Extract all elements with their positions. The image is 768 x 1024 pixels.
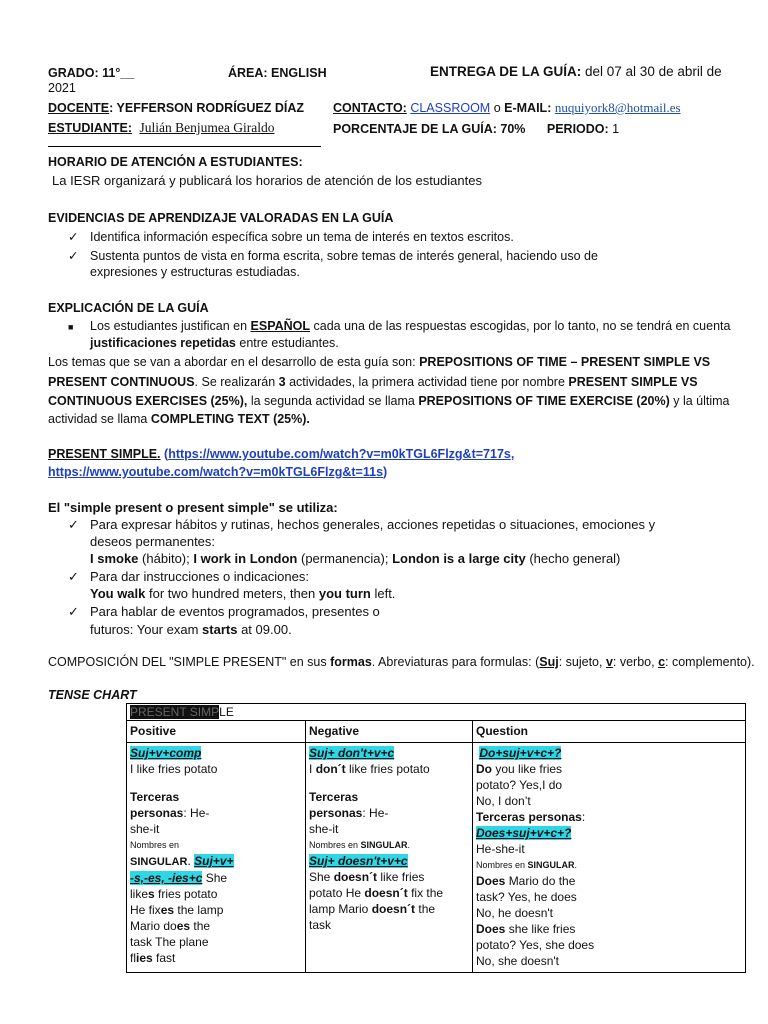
temas-line-4 [48, 412, 310, 426]
use-3-l1: Para hablar de eventos programados, presentes o [90, 604, 380, 619]
pos-mario-b: es [176, 919, 191, 933]
p1-a: Los temas que se van a abordar en el desarrollo de esta guía son: [48, 355, 416, 369]
porcentaje [333, 122, 619, 136]
neg-dot: . [407, 840, 411, 850]
ex2-b: for two hundred meters, then [149, 586, 316, 601]
contacto-o: o [493, 101, 501, 115]
header-divider [48, 146, 321, 147]
neg-l1a: She [309, 870, 331, 884]
q-l6: No, he doesn't [476, 906, 554, 920]
ex2-a: You walk [90, 586, 146, 601]
q-l2: potato? Yes,I do [476, 778, 563, 792]
use-item-3 [68, 604, 380, 620]
neg-l3b: doesn´t [371, 902, 416, 916]
p3-b: la segunda actividad se llama [250, 394, 415, 408]
pos-task: task The plane [130, 935, 209, 949]
composicion [48, 655, 755, 669]
pos-t2: personas [130, 806, 184, 820]
q-formula-1: Do+suj+v+c+? [479, 746, 562, 760]
q-t1: Terceras personas [476, 810, 582, 824]
q-t2: : [581, 810, 586, 824]
caption-rest: LE [219, 705, 234, 719]
porcentaje-label: PORCENTAJE DE LA GUÍA: 70% [333, 122, 526, 136]
estudiante [48, 120, 274, 136]
b1-espanol: ESPAÑOL [250, 319, 311, 333]
evidencia-text-2a: Sustenta puntos de vista en forma escrita, sobre temas de interés general, haciendo uso de [90, 249, 598, 263]
pos-formula-1: Suj+v+comp [130, 746, 202, 760]
pos-formula-2a: Suj+v+ [194, 854, 234, 868]
pos-mario-a: Mario do [130, 919, 177, 933]
comma: , [510, 447, 515, 461]
b2-bold: justificaciones repetidas [90, 336, 236, 350]
u3-a: futuros: Your exam [90, 622, 199, 637]
pos-flies-c: fast [156, 951, 176, 965]
pos-t4: she-it [130, 822, 160, 836]
contacto-label: CONTACTO: [333, 101, 407, 115]
horario-text: La IESR organizará y publicará los horarios de atención de los estudiantes [52, 173, 482, 188]
pos-sing: SINGULAR [130, 856, 188, 868]
evidencia-item-2 [68, 248, 598, 263]
p2-c: 3 [278, 375, 286, 389]
estudiante-label: ESTUDIANTE: [48, 121, 133, 135]
grado: GRADO: 11°__ [48, 66, 135, 80]
neg-t3: : He- [362, 806, 389, 820]
pos-formula-2b: -s,-es, -ies+c [130, 871, 203, 885]
q-sing: SINGULAR [527, 860, 575, 870]
entrega-year: 2021 [48, 81, 76, 95]
q-formula-2: Does+suj+v+c+? [476, 826, 572, 840]
ex2-d: left. [374, 586, 396, 601]
neg-l2b: doesn´t [364, 886, 408, 900]
contacto [333, 100, 681, 116]
p4-a: actividad se llama [48, 412, 148, 426]
pos-fix-c: the lamp [177, 903, 224, 917]
u3-c: at 09.00. [241, 622, 292, 637]
use-1-l2: deseos permanentes: [90, 534, 216, 549]
square-bullet-icon: ■ [68, 322, 74, 332]
p2-b: . Se realizarán [194, 375, 276, 389]
neg-formula-2: Suj+ doesn't+v+c [309, 854, 408, 868]
neg-t1: Terceras [309, 790, 359, 804]
p3-d: y la última [673, 394, 730, 408]
chart-caption [127, 704, 746, 721]
neg-ex-b: don´t [315, 762, 346, 776]
temas-line-1 [48, 355, 710, 369]
q-dot: . [574, 860, 578, 870]
present-simple-links-2 [48, 465, 387, 479]
paren-open: ( [164, 447, 169, 461]
p2-a: PRESENT CONTINUOUS [48, 375, 195, 389]
explicacion-bullet-1 [68, 319, 730, 333]
estudiante-value: Julián Benjumea Giraldo [139, 120, 275, 135]
use-1-example [90, 551, 620, 566]
evidencias-title: EVIDENCIAS DE APRENDIZAJE VALORADAS EN LA GUÍA [48, 211, 394, 225]
docente [48, 101, 304, 115]
use-item-2 [68, 569, 309, 585]
p4-b: COMPLETING TEXT (25%). [150, 412, 310, 426]
youtube-link-1[interactable]: https://www.youtube.com/watch?v=m0kTGL6Flzg&t=717s [168, 447, 511, 461]
header-negative [306, 721, 473, 743]
neg-l3c: the [418, 902, 436, 916]
pos-flies-a: fl [130, 951, 136, 965]
pos-t3: : He- [183, 806, 210, 820]
neg-l4: task [309, 918, 332, 932]
neg-l1b: doesn´t [333, 870, 378, 884]
positive-cell [127, 743, 306, 973]
check-icon: ✓ [68, 230, 79, 244]
q-l1b: you like fries [495, 762, 563, 776]
present-simple-label: PRESENT SIMPLE. [48, 447, 161, 461]
neg-formula-1: Suj+ don't+v+c [309, 746, 395, 760]
neg-nombres: Nombres en [309, 840, 359, 850]
horario-title: HORARIO DE ATENCIÓN A ESTUDIANTES: [48, 155, 303, 169]
check-icon: ✓ [68, 249, 79, 263]
header-question-label: Question [476, 724, 529, 738]
temas-line-2 [48, 375, 698, 389]
header-question [473, 721, 746, 743]
header-positive [127, 721, 306, 743]
q-l9: No, she doesn't [476, 954, 560, 968]
docente-value: : YEFFERSON RODRÍGUEZ DÍAZ [109, 101, 305, 115]
comp-v: v [605, 655, 613, 669]
neg-l1c: like fries [380, 870, 425, 884]
pos-flies-b: ies [136, 951, 153, 965]
q-t3: He-she-it [476, 842, 525, 856]
ex1-d: (permanencia); [301, 551, 389, 566]
pos-likes-b: s [148, 887, 155, 901]
ex1-c: I work in London [193, 551, 298, 566]
docente-label: DOCENTE [48, 101, 110, 115]
q-nombres: Nombres en [476, 860, 526, 870]
comp-c: . Abreviaturas para formulas: ( [371, 655, 540, 669]
evidencia-item-1 [68, 229, 514, 244]
neg-ex-a: I [309, 762, 313, 776]
caption-highlight: PRESENT SIMP [130, 705, 220, 719]
paren-close: ) [383, 465, 388, 479]
neg-l2c: fix the [411, 886, 444, 900]
q-l8: potato? Yes, she does [476, 938, 595, 952]
question-cell [473, 743, 746, 973]
q-l1a: Do [476, 762, 492, 776]
entrega-label: ENTREGA DE LA GUÍA: [430, 64, 582, 79]
neg-l3a: lamp Mario [309, 902, 369, 916]
q-l3: No, I don’t [476, 794, 531, 808]
tense-chart [126, 703, 746, 973]
email-link[interactable]: nuquiyork8@hotmail.es [554, 100, 681, 115]
pos-likes-a: like [130, 887, 149, 901]
comp-e: : verbo, [612, 655, 655, 669]
use-1-l1: Para expresar hábitos y rutinas, hechos generales, acciones repetidas o situaciones, emociones y [90, 517, 656, 532]
tense-chart-title: TENSE CHART [48, 688, 137, 702]
q-l4b: Mario do the [508, 874, 576, 888]
periodo-value: 1 [612, 122, 620, 136]
pos-dot: . [187, 854, 191, 868]
youtube-link-2[interactable]: https://www.youtube.com/watch?v=m0kTGL6Flzg&t=11s [48, 465, 384, 479]
ex1-f: (hecho general) [529, 551, 621, 566]
temas-line-3 [48, 394, 730, 408]
pos-t1: Terceras [130, 790, 180, 804]
u3-b: starts [202, 622, 238, 637]
comp-suj: Suj [539, 655, 559, 669]
q-l4a: Does [476, 874, 506, 888]
b1-b: cada una de las respuestas escogidas, por lo tanto, no se tendrá en cuenta [313, 319, 731, 333]
classroom-link[interactable]: CLASSROOM [410, 101, 491, 115]
pos-likes-c: fries potato [158, 887, 218, 901]
p2-d: actividades, la primera actividad tiene por nombre [289, 375, 565, 389]
p3-c: PREPOSITIONS OF TIME EXERCISE (20%) [418, 394, 670, 408]
neg-l2a: potato He [309, 886, 362, 900]
b2-rest: entre estudiantes. [239, 336, 339, 350]
present-simple-links [48, 447, 514, 461]
entrega [430, 64, 722, 79]
use-2: Para dar instrucciones o indicaciones: [90, 569, 309, 584]
p1-b: PREPOSITIONS OF TIME – PRESENT SIMPLE VS [419, 355, 711, 369]
uses-title: El "simple present o present simple" se utiliza: [48, 500, 338, 515]
comp-c-abbr: c [658, 655, 666, 669]
evidencia-text-1: Identifica información específica sobre un tema de interés en textos escritos. [90, 230, 514, 244]
header-positive-label: Positive [130, 724, 177, 738]
pos-example-1: I like fries potato [130, 762, 218, 776]
ex1-b: (hábito); [142, 551, 190, 566]
comp-f: : complemento). [665, 655, 755, 669]
use-2-example [90, 586, 395, 601]
email-label: E-MAIL: [504, 101, 552, 115]
use-3-l2 [90, 622, 292, 637]
comp-b: formas [330, 655, 372, 669]
use-item-1 [68, 517, 655, 533]
p3-a: CONTINUOUS EXERCISES (25%), [48, 394, 248, 408]
pos-she: She [205, 871, 228, 885]
ex1-e: London is a large city [392, 551, 526, 566]
q-l7b: she like fries [508, 922, 576, 936]
pos-nombres: Nombres en [130, 840, 180, 850]
header-negative-label: Negative [309, 724, 360, 738]
b1-a: Los estudiantes justifican en [90, 319, 248, 333]
comp-a: COMPOSICIÓN DEL "SIMPLE PRESENT" en sus [48, 655, 327, 669]
area: ÁREA: ENGLISH [228, 66, 327, 80]
evidencia-text-2b: expresiones y estructuras estudiadas. [90, 265, 300, 279]
ex1-a: I smoke [90, 551, 139, 566]
periodo-label: PERIODO: [546, 122, 609, 136]
neg-t4: she-it [309, 822, 339, 836]
explicacion-bullet-1b [90, 336, 339, 350]
neg-sing: SINGULAR [360, 840, 408, 850]
neg-t2: personas [309, 806, 363, 820]
negative-cell [306, 743, 473, 973]
pos-fix-b: es [160, 903, 175, 917]
check-icon: ✓ [68, 604, 79, 619]
q-l5: task? Yes, he does [476, 890, 577, 904]
pos-mario-c: the [193, 919, 211, 933]
pos-fix-a: He fix [130, 903, 161, 917]
entrega-value: del 07 al 30 de abril de [585, 64, 722, 79]
q-l7a: Does [476, 922, 506, 936]
check-icon: ✓ [68, 569, 79, 584]
neg-ex-c: like fries potato [349, 762, 430, 776]
ex2-c: you turn [318, 586, 371, 601]
comp-d: : sujeto, [558, 655, 603, 669]
p2-e: PRESENT SIMPLE VS [568, 375, 698, 389]
explicacion-title: EXPLICACIÓN DE LA GUÍA [48, 301, 209, 315]
check-icon: ✓ [68, 517, 79, 532]
